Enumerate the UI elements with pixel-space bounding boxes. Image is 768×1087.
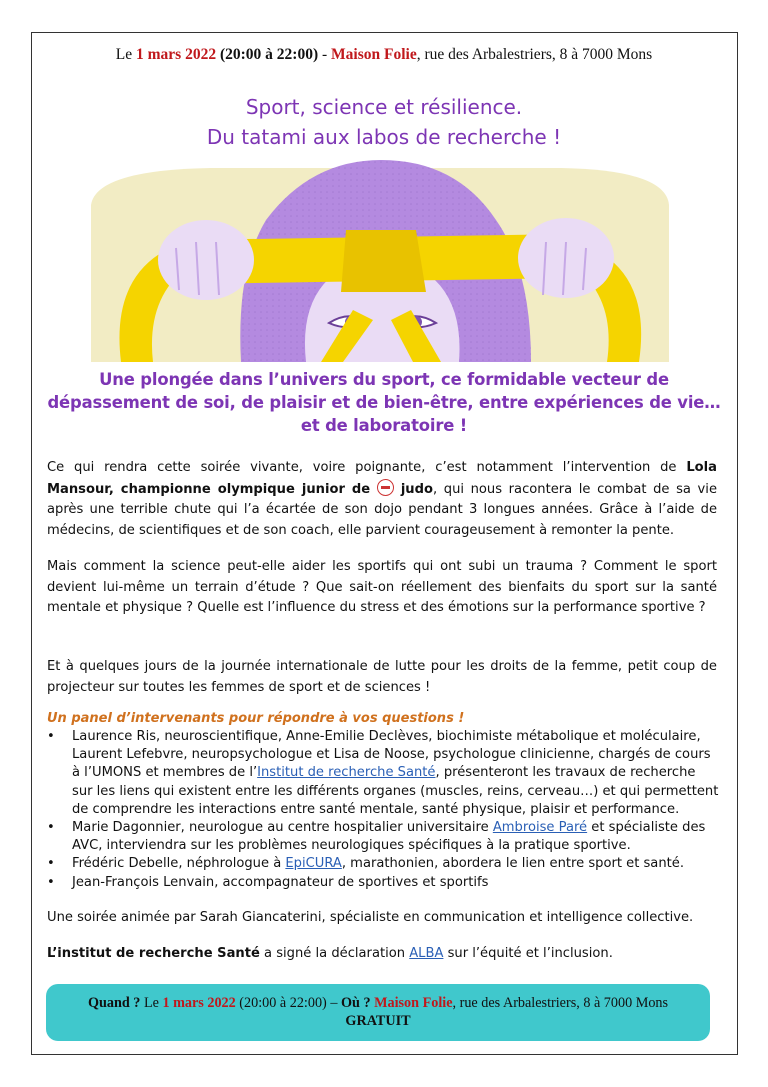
event-header: Le 1 mars 2022 (20:00 à 22:00) - Maison Folie, rue des Arbalestriers, 8 à 7000 Mons [115,46,653,63]
institut-link[interactable]: Institut de recherche Santé [257,765,436,781]
women-paragraph: Et à quelques jours de la journée internationale de lutte pour les droits de la femme, petit coup de projecteur sur toutes les femmes de sport et de sciences ! [47,659,717,695]
title-line-2: Du tatami aux labos de recherche ! [206,125,562,149]
banner-details: Quand ? Le 1 mars 2022 (20:00 à 22:00) – Où ? Maison Folie, rue des Arbalestriers, 8 à 7000 Mons [87,995,669,1011]
alba-link[interactable]: ALBA [409,946,444,961]
event-time: (20:00 à 22:00) [219,46,319,63]
subtitle: Une plongée dans l’univers du sport, ce formidable vecteur de dépassement de soi, de plaisir et de bien-être, entre expériences de vie… et de laboratoire ! [47,370,721,435]
alba-paragraph: L’institut de recherche Santé a signé la déclaration ALBA sur l’équité et l’inclusion. [47,946,613,961]
list-item: • Laurence Ris, neuroscientifique, Anne-Emilie Declèves, biochimiste métabolique et moléculaire, Laurent Lefebvre, neuropsychologue et Lisa de Noose, psychologue clinicienne, chargés de cours à l’UMONS et membres de l’Institut de recherche Santé, présenteront les travaux de recherche sur les liens qui existent entre les différents organes (muscles, reins, cerveau…) et qui permettent de comprendre les interactions entre santé mentale, santé physique, plaisir et performance. [47,729,719,817]
ambroise-pare-link[interactable]: Ambroise Paré [492,820,588,836]
judo-icon [377,479,394,496]
judoka-illustration [91,160,669,362]
host-paragraph: Une soirée animée par Sarah Giancaterini, spécialiste en communication et intelligence collective. [47,910,694,925]
list-item: • Jean-François Lenvain, accompagnateur de sportives et sportifs [47,874,489,890]
event-address: , rue des Arbalestriers, 8 à 7000 Mons [416,46,653,63]
panel-list [47,728,719,892]
list-item: • Frédéric Debelle, néphrologue à EpiCURA, marathonien, abordera le lien entre sport et santé. [47,856,684,872]
list-item: • Marie Dagonnier, neurologue au centre hospitalier universitaire Ambroise Paré et spécialiste des AVC, interviendra sur les problèmes neurologiques spécifiques à la pratique sportive. [47,820,706,854]
title-line-1: Sport, science et résilience. [245,95,523,119]
info-banner [46,984,710,1041]
banner-price: GRATUIT [345,1013,411,1029]
panel-heading: Un panel d’intervenants pour répondre à vos questions ! [47,711,465,726]
epicura-link[interactable]: EpiCURA [285,856,342,872]
questions-paragraph: Mais comment la science peut-elle aider les sportifs qui ont subi un trauma ? Comment le sport devient lui-même un terrain d’étude ? Que sait-on réellement des bienfaits du sport sur la santé mentale et physique ? Quelle est l’influence du stress et des émotions sur la performance sportive ? [47,559,717,615]
intro-paragraph: Ce qui rendra cette soirée vivante, voire poignante, c’est notamment l’intervention de Lola Mansour, championne olympique junior de judo, qui nous racontera le combat de sa vie après une terrible chute qui l’a écartée de son dojo pendant 3 longues années. Grâce à l’aide de médecins, de scientifiques et de son coach, elle parvient courageusement à remonter la pente. [47,460,717,538]
page-title [0,92,768,152]
event-date: 1 mars 2022 [136,46,217,63]
event-venue: Maison Folie [331,46,417,63]
